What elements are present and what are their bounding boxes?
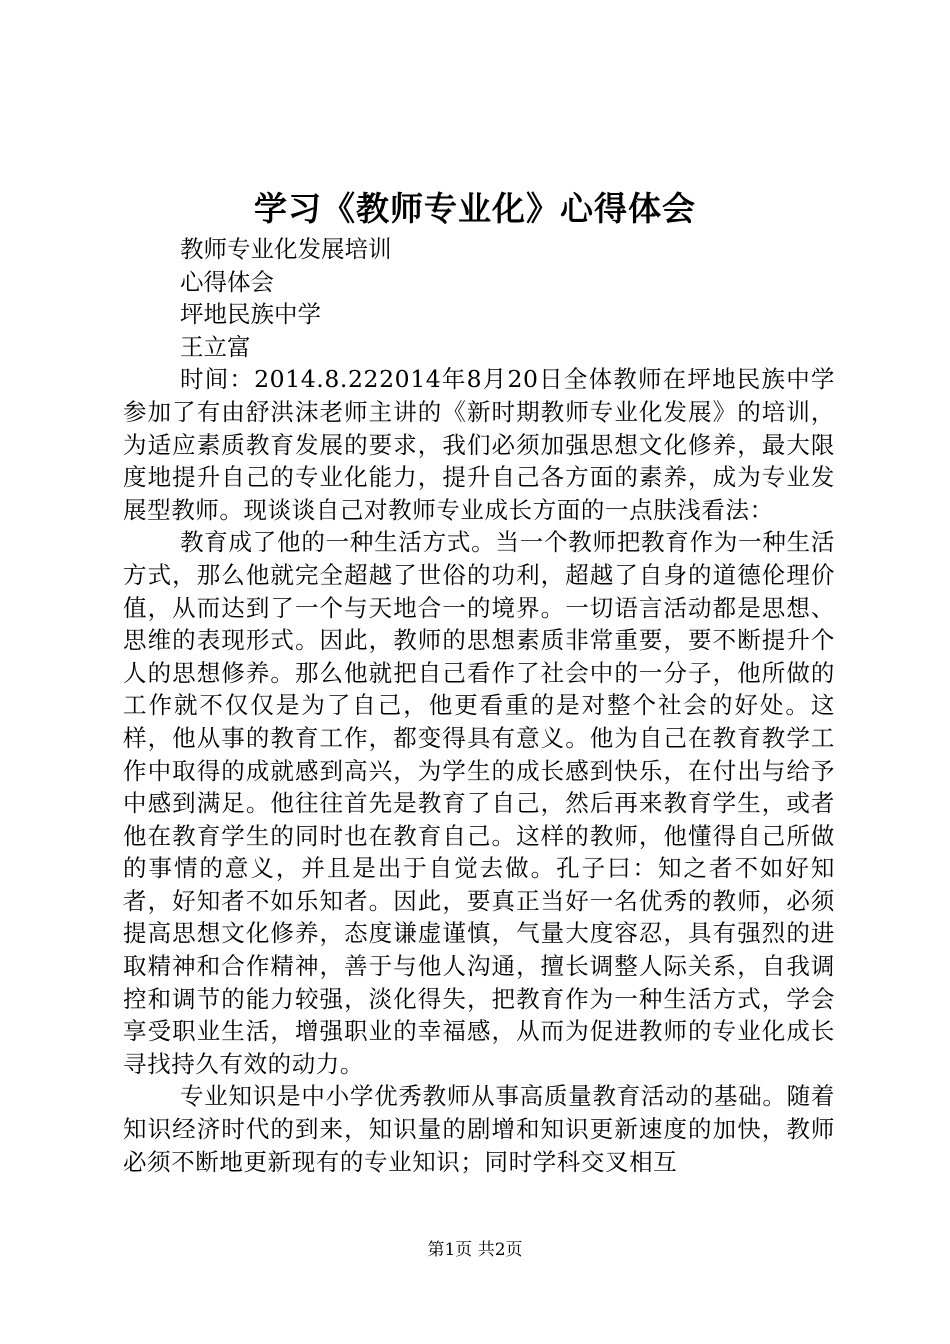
header-line-school: 坪地民族中学 — [180, 300, 321, 329]
paragraph-knowledge: 专业知识是中小学优秀教师从事高质量教育活动的基础。随着知识经济时代的到来，知识量的剧增和知识更新速度的加快，教师必须不断地更新现有的专业知识；同时学科交叉相互 — [123, 1082, 835, 1176]
header-line-training: 教师专业化发展培训 — [180, 235, 392, 263]
header-line-author: 王立富 — [180, 332, 251, 361]
paragraph-lifestyle: 教育成了他的一种生活方式。当一个教师把教育作为一种生活方式，那么他就完全超越了世俗的功利，超越了自身的道德伦理价值，从而达到了一个与天地合一的境界。一切语言活动都是思想、思维的表现形式。因此，教师的思想素质非常重要，要不断提升个人的思想修养。那么他就把自己看作了社会中的一分子，他所做的工作就不仅仅是为了自己，他更看重的是对整个社会的好处。这样，他从事的教育工作，都变得具有意义。他为自己在教育教学工作中取得的成就感到高兴，为学生的成长感到快乐，在付出与给予中感到满足。他往往首先是教育了自己，然后再来教育学生，或者他在教育学生的同时也在教育自己。这样的教师，他懂得自己所做的事情的意义，并且是出于自觉去做。孔子曰：知之者不如好知者，好知者不如乐知者。因此，要真正当好一名优秀的教师，必须提高思想文化修养，态度谦虚谨慎，气量大度容忍，具有强烈的进取精神和合作精神，善于与他人沟通，擅长调整人际关系，自我调控和调节的能力较强，淡化得失，把教育作为一种生活方式，学会享受职业生活，增强职业的幸福感，从而为促进教师的专业化成长寻找持久有效的动力。 — [123, 528, 835, 1078]
document-body — [123, 233, 835, 1178]
page-footer: 第1页 共2页 — [427, 1240, 523, 1260]
header-line-subtitle: 心得体会 — [180, 267, 274, 296]
paragraph-intro: 时间：2014.8.222014年8月20日全体教师在坪地民族中学参加了有由舒洪沫老师主讲的《新时期教师专业化发展》的培训，为适应素质教育发展的要求，我们必须加强思想文化修养，最大限度地提升自己的专业化能力，提升自己各方面的素养，成为专业发展型教师。现谈谈自己对教师专业成长方面的一点肤浅看法： — [123, 365, 835, 524]
document-title: 学习《教师专业化》心得体会 — [254, 189, 696, 228]
